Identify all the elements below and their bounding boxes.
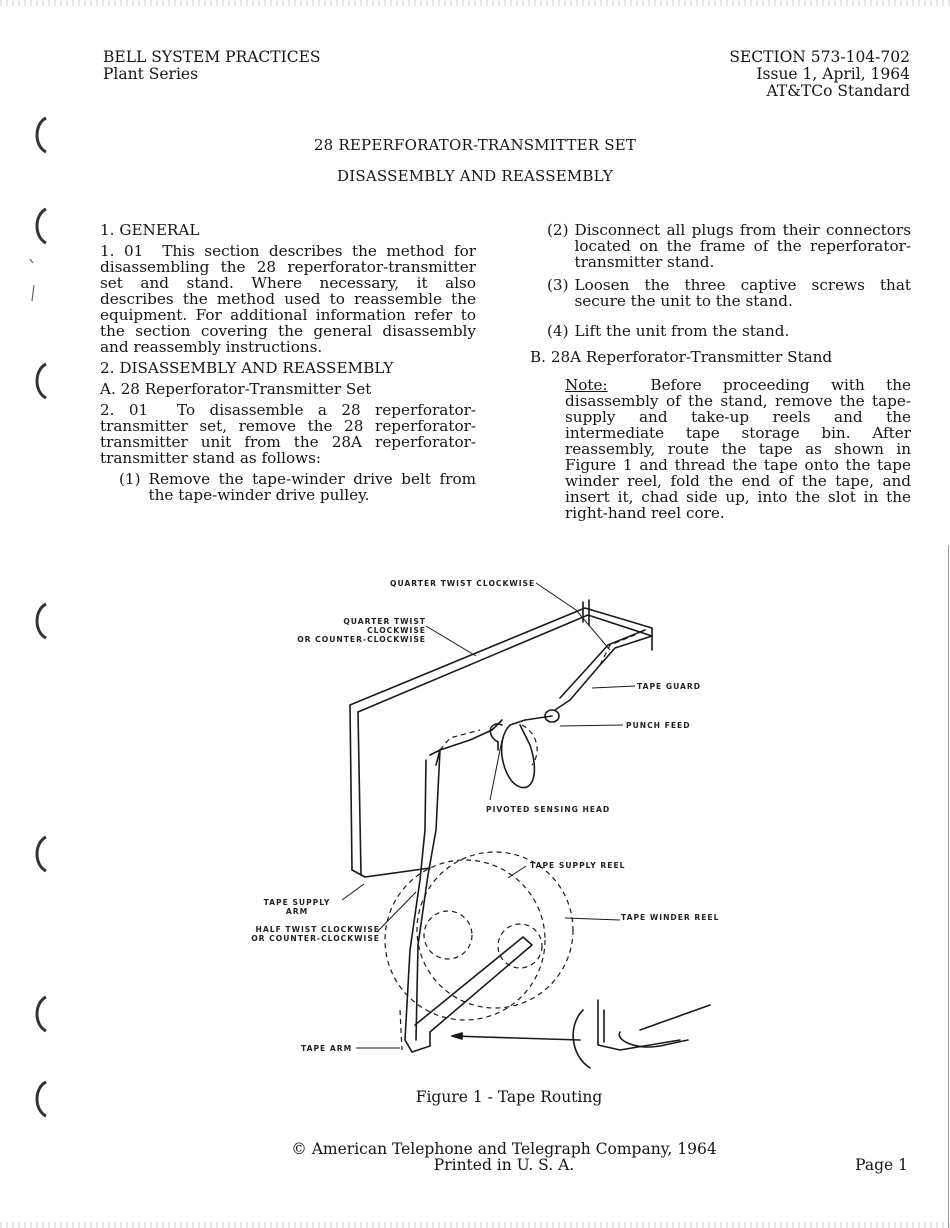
top-scan-edge [0, 0, 950, 6]
leader-winder-reel [565, 918, 620, 920]
label-tape-supply-arm [256, 898, 338, 916]
issue-date: Issue 1, April, 1964 [756, 65, 910, 83]
step-text: Lift the unit from the stand. [574, 322, 790, 340]
leader-half-twist [377, 892, 416, 932]
step-number: (3) [547, 276, 569, 294]
tape-guard-path [555, 628, 652, 710]
series-title: BELL SYSTEM PRACTICES [103, 48, 321, 66]
sensing-head-loop [502, 716, 552, 788]
leader-supply-reel [508, 866, 526, 878]
supply-arm-post [350, 705, 361, 875]
label-line: TAPE SUPPLY [263, 898, 331, 907]
section-number: SECTION 573-104-702 [729, 48, 910, 66]
label-line: OR COUNTER-CLOCKWISE [251, 934, 380, 943]
binder-hole-mark [30, 835, 48, 873]
series-subtitle: Plant Series [103, 65, 199, 83]
note-text: Before proceeding with the disassembly of the stand, remove the tape-supply and take-up reels and the intermediate tape storage bin. After reassembly, route the tape as shown in Figure 1 and thread the tape onto the tape winder reel, fold the end of the tape, and insert it, chad side up, into the slot in the right-hand reel core. [565, 376, 911, 522]
header-left [103, 49, 321, 83]
inset-pointer [452, 1036, 580, 1040]
step-text: Loosen the three captive screws that secure the unit to the stand. [574, 276, 911, 310]
step-number: (4) [547, 322, 569, 340]
sensing-head-arm [490, 724, 502, 750]
right-margin-line [948, 545, 950, 1228]
inset-spring [619, 1005, 710, 1047]
inset-bracket [598, 1000, 680, 1050]
label-line: ARM [285, 907, 309, 916]
leader-sensing-head [490, 740, 502, 800]
label-tape-guard: TAPE GUARD [637, 682, 702, 691]
document-title: 28 REPERFORATOR-TRANSMITTER SET [313, 136, 637, 154]
heading-a: A. 28 Reperforator-Transmitter Set [100, 380, 372, 398]
heading-general: 1. GENERAL [100, 221, 200, 239]
step-1 [100, 471, 476, 503]
note-paragraph [530, 377, 911, 521]
left-column [100, 222, 476, 503]
step-2 [530, 222, 911, 270]
page-number: Page 1 [855, 1156, 908, 1174]
leader-quarter-twist-cw [536, 583, 610, 650]
document-subtitle: DISASSEMBLY AND REASSEMBLY [337, 167, 613, 185]
tape-routing-figure [240, 570, 740, 1070]
tape-guard-outline [600, 635, 635, 665]
reel-hub-winder [498, 924, 542, 968]
inset-arrow [452, 1033, 462, 1039]
step-number: (2) [547, 221, 569, 239]
leader-tape-guard [592, 686, 635, 688]
heading-b: B. 28A Reperforator-Transmitter Stand [530, 348, 833, 366]
label-half-twist [240, 925, 380, 943]
label-tape-arm: TAPE ARM [301, 1044, 353, 1053]
margin-mark [28, 255, 40, 303]
printed-line: Printed in U. S. A. [433, 1156, 575, 1174]
tape-winder-reel [417, 852, 573, 1008]
paragraph-1-01 [100, 243, 476, 355]
paragraph-text: This section describes the method for disassembling the 28 reperforator-transmitter set and stand. Where necessary, it also describes the method used to reassemble the equipment. For additional information refer to the section covering the general disassembly and reassembly instructions. [100, 242, 477, 356]
paragraph-number: 1. 01 [100, 242, 144, 260]
step-3 [530, 277, 911, 309]
standard-label: AT&TCo Standard [766, 82, 910, 100]
label-line: QUARTER TWIST CLOCKWISE [343, 617, 426, 635]
label-tape-supply-reel: TAPE SUPPLY REEL [530, 861, 626, 870]
reel-hub-supply [424, 911, 472, 959]
label-pivoted-sensing-head: PIVOTED SENSING HEAD [486, 805, 611, 814]
tape-supply-reel [385, 860, 545, 1020]
binder-hole-mark [30, 207, 48, 245]
tape-path-outline [440, 730, 480, 750]
right-column [530, 222, 911, 521]
step-text: Remove the tape-winder drive belt from the tape-winder drive pulley. [148, 470, 476, 504]
paragraph-text: To disassemble a 28 reperforator-transmitter set, remove the 28 reperforator-transmitter unit from the 28A reperforator-transmitter stand as follows: [100, 401, 476, 467]
bottom-scan-edge [0, 1222, 950, 1228]
inset-arc [573, 1010, 590, 1068]
step-number: (1) [119, 470, 141, 488]
label-quarter-twist-cw: QUARTER TWIST CLOCKWISE [390, 579, 536, 588]
label-line: HALF TWIST CLOCKWISE [255, 925, 380, 934]
copyright-line: © American Telephone and Telegraph Company, 1964 [291, 1140, 717, 1158]
label-line: OR COUNTER-CLOCKWISE [297, 635, 426, 644]
figure-caption: Figure 1 - Tape Routing [415, 1088, 603, 1106]
header-right [729, 49, 910, 100]
tape-arm [415, 937, 532, 1032]
note-label: Note: [565, 376, 608, 394]
tape-vertical [416, 750, 440, 1040]
footer-center [0, 1141, 950, 1173]
leader-supply-arm [342, 884, 364, 900]
label-punch-feed: PUNCH FEED [626, 721, 691, 730]
heading-disassembly: 2. DISASSEMBLY AND REASSEMBLY [100, 359, 394, 377]
tape-arm-base [405, 1032, 430, 1052]
leader-quarter-twist-cw-ccw [426, 626, 476, 656]
paragraph-number: 2. 01 [100, 401, 149, 419]
step-text: Disconnect all plugs from their connectors located on the frame of the reperforator-transmitter stand. [574, 221, 911, 271]
label-tape-winder-reel: TAPE WINDER REEL [621, 913, 720, 922]
binder-hole-mark [30, 362, 48, 400]
paragraph-2-01 [100, 402, 476, 466]
binder-hole-mark [30, 995, 48, 1033]
leader-punch-feed [560, 725, 623, 726]
binder-hole-mark [30, 602, 48, 640]
step-4 [530, 323, 911, 339]
label-quarter-twist-cw-ccw [286, 617, 426, 644]
tape-arm-outline [400, 1010, 402, 1050]
